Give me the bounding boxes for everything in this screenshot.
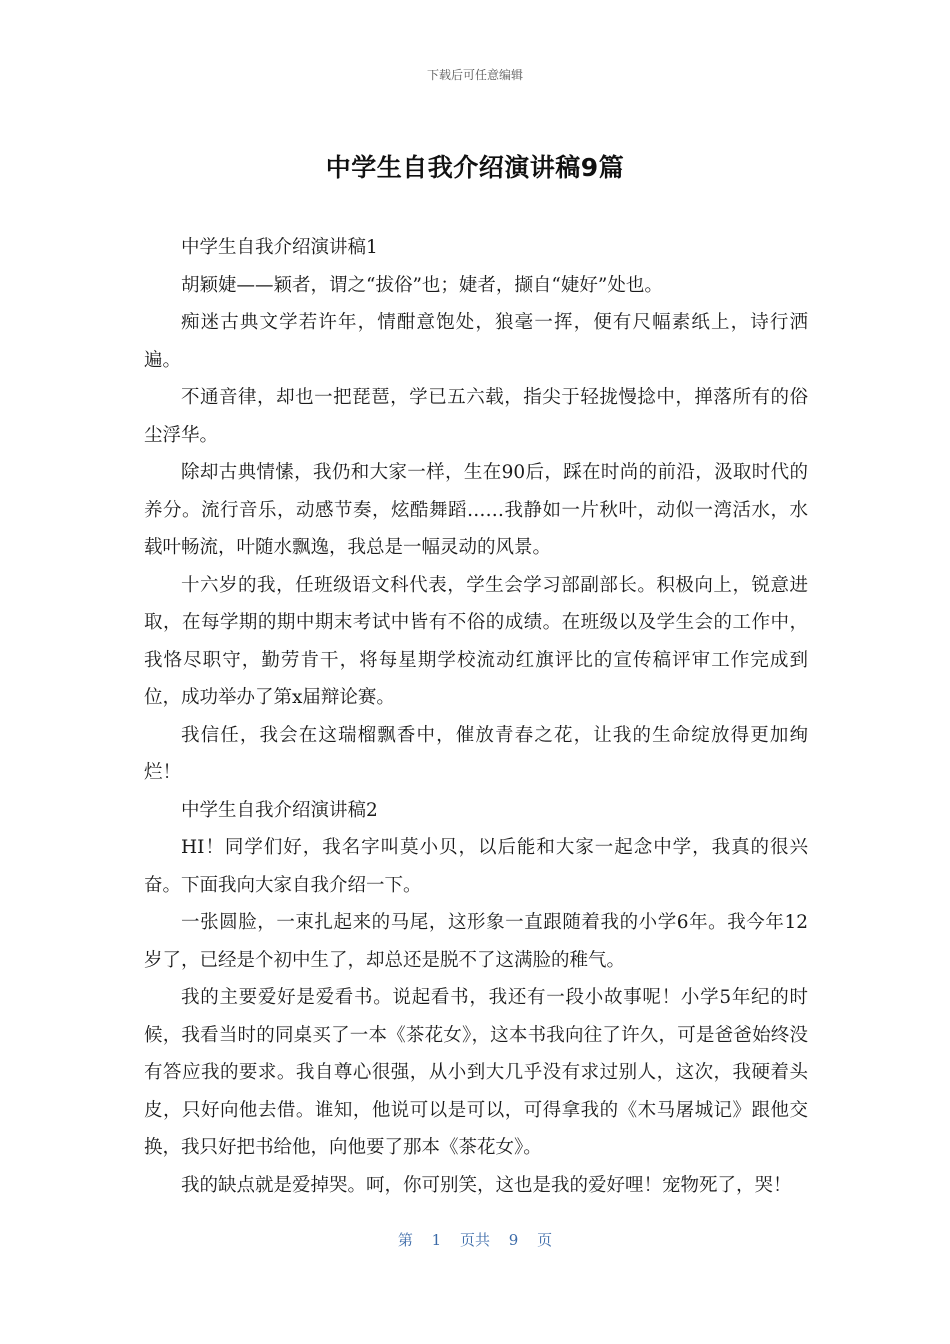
section-heading-2: 中学生自我介绍演讲稿2: [181, 799, 378, 821]
paragraph: 不通音律，却也一把琵琶，学已五六载，指尖于轻拢慢捻中，掸落所有的俗尘浮华。: [144, 387, 808, 446]
footer-suffix: 页: [537, 1231, 553, 1249]
section-heading-1: 中学生自我介绍演讲稿1: [181, 237, 378, 258]
page-footer: [0, 1229, 950, 1250]
footer-middle: 页共: [459, 1231, 490, 1249]
paragraph: 除却古典情愫，我仍和大家一样，生在90后，踩在时尚的前沿，汲取时代的养分。流行音乐，动感节奏，炫酷舞蹈……我静如一片秋叶，动似一湾活水，水载叶畅流，叶随水飘逸，我总是一幅灵动的风景。: [144, 462, 808, 558]
paragraph: 痴迷古典文学若许年，情酣意饱处，狼毫一挥，便有尺幅素纸上，诗行洒遍。: [144, 312, 808, 371]
footer-current-page: 1: [431, 1231, 442, 1249]
footer-prefix: 第: [397, 1231, 413, 1249]
footer-total-pages: 9: [508, 1231, 519, 1249]
paragraph: 十六岁的我，任班级语文科代表，学生会学习部副部长。积极向上，锐意进取，在每学期的期中期末考试中皆有不俗的成绩。在班级以及学生会的工作中，我恪尽职守，勤劳肯干，将每星期学校流动红旗评比的宣传稿评审工作完成到位，成功举办了第x届辩论赛。: [144, 574, 808, 708]
paragraph: 一张圆脸，一束扎起来的马尾，这形象一直跟随着我的小学6年。我今年12岁了，已经是个初中生了，却总还是脱不了这满脸的稚气。: [144, 912, 808, 971]
paragraph: 胡颖婕——颖者，谓之“拔俗”也；婕者，撷自“婕好”处也。: [181, 274, 663, 296]
document-title: 中学生自我介绍演讲稿9篇: [325, 153, 625, 182]
page-header-note: 下载后可任意编辑: [426, 68, 523, 82]
document-body: [144, 229, 808, 1204]
paragraph: 我信任，我会在这瑞榴飘香中，催放青春之花，让我的生命绽放得更加绚烂！: [144, 724, 808, 783]
paragraph: 我的缺点就是爱掉哭。呵，你可别笑，这也是我的爱好哩！宠物死了，哭！: [181, 1174, 792, 1196]
paragraph: 我的主要爱好是爱看书。说起看书，我还有一段小故事呢！小学5年纪的时候，我看当时的同桌买了一本《茶花女》，这本书我向往了许久，可是爸爸始终没有答应我的要求。我自尊心很强，从小到大几乎没有求过别人，这次，我硬着头皮，只好向他去借。谁知，他说可以是可以，可得拿我的《木马屠城记》跟他交换，我只好把书给他，向他要了那本《茶花女》。: [144, 987, 808, 1158]
paragraph: HI！同学们好，我名字叫莫小贝，以后能和大家一起念中学，我真的很兴奋。下面我向大家自我介绍一下。: [144, 837, 808, 896]
